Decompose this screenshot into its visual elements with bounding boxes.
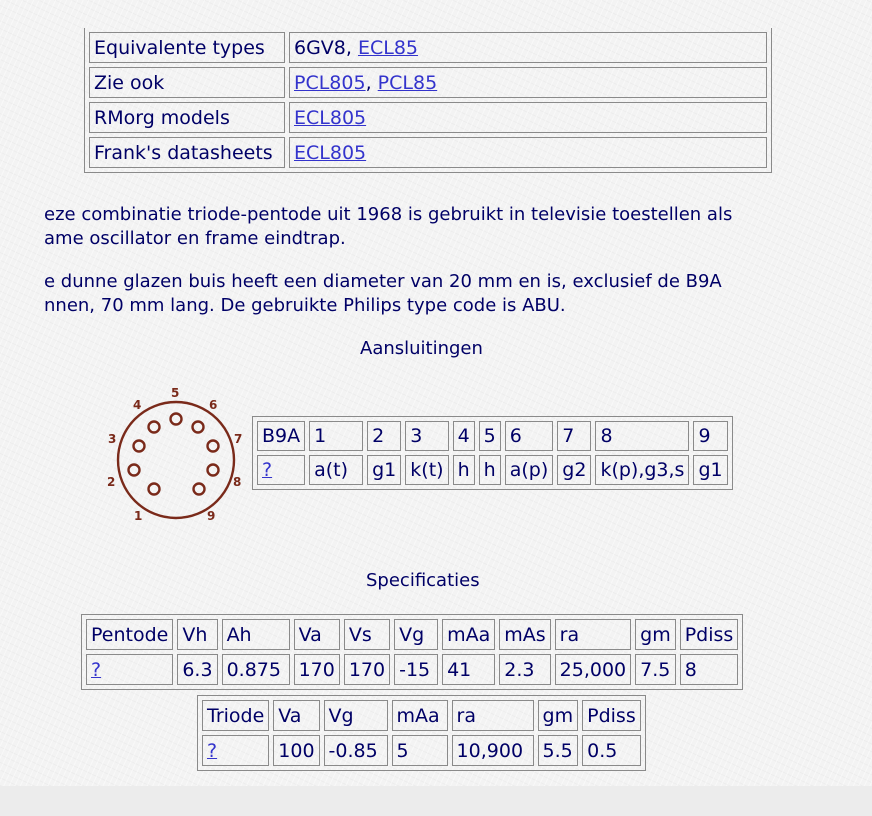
pentode-header-cell: Va <box>294 619 340 650</box>
pins-header-cell: 9 <box>693 421 727 451</box>
triode-cell: 0.5 <box>582 735 641 766</box>
triode-header-cell: Vg <box>324 700 388 731</box>
link-datasheet-ecl805[interactable]: ECL805 <box>294 141 367 164</box>
paragraph-line: e dunne glazen buis heeft een diameter van 20 mm en is, exclusief de B9A <box>44 271 722 292</box>
description-paragraph-2 <box>44 270 722 318</box>
triode-cell: 5.5 <box>538 735 579 766</box>
pin-hole-2 <box>129 465 140 476</box>
pentode-specs-table <box>81 614 743 690</box>
triode-cell <box>202 735 269 766</box>
pin-hole-6 <box>193 422 204 433</box>
b9a-pin-diagram <box>104 384 250 524</box>
info-value <box>289 137 767 168</box>
pins-table <box>252 416 733 490</box>
help-link[interactable]: ? <box>207 739 218 762</box>
pentode-cell: 7.5 <box>635 654 676 685</box>
pentode-cell: 25,000 <box>555 654 631 685</box>
pins-cell: g1 <box>693 455 727 485</box>
triode-cell: 100 <box>273 735 319 766</box>
info-row-see-also <box>89 67 767 98</box>
pin-hole-8 <box>208 465 219 476</box>
pentode-cell: 0.875 <box>222 654 290 685</box>
pentode-values-row <box>86 654 738 685</box>
pins-cell: g1 <box>367 455 401 485</box>
info-label: Equivalente types <box>89 32 285 63</box>
pins-header-cell: 1 <box>309 421 363 451</box>
pentode-header-cell: Ah <box>222 619 290 650</box>
paragraph-line: eze combinatie triode-pentode uit 1968 is gebruikt in televisie toestellen als <box>44 204 733 225</box>
link-pcl85[interactable]: PCL85 <box>377 71 438 94</box>
paragraph-line: nnen, 70 mm lang. De gebruikte Philips type code is ABU. <box>44 295 566 316</box>
pins-header-cell: 7 <box>557 421 591 451</box>
pin-label-6: 6 <box>209 398 218 412</box>
triode-header-cell: gm <box>538 700 579 731</box>
pin-hole-4 <box>149 422 160 433</box>
info-label: Zie ook <box>89 67 285 98</box>
link-rmorg-ecl805[interactable]: ECL805 <box>294 106 367 129</box>
pin-label-1: 1 <box>134 509 143 523</box>
info-label: RMorg models <box>89 102 285 133</box>
triode-header-cell: mAa <box>392 700 448 731</box>
pin-label-7: 7 <box>234 432 243 446</box>
pin-label-4: 4 <box>133 398 142 412</box>
info-value <box>289 102 767 133</box>
pentode-cell: 2.3 <box>499 654 550 685</box>
pentode-header-cell: Vs <box>344 619 390 650</box>
pentode-header-cell: gm <box>635 619 676 650</box>
tube-outline <box>118 402 234 518</box>
help-link[interactable]: ? <box>262 459 273 481</box>
pins-header-cell: 4 <box>453 421 475 451</box>
description-paragraph-1 <box>44 203 732 251</box>
help-link[interactable]: ? <box>91 658 102 681</box>
pin-hole-1 <box>149 484 160 495</box>
pins-cell: g2 <box>557 455 591 485</box>
pins-cell <box>257 455 305 485</box>
pins-cell: h <box>479 455 501 485</box>
pin-hole-3 <box>134 441 145 452</box>
info-label: Frank's datasheets <box>89 137 285 168</box>
info-table <box>84 28 772 173</box>
pentode-header-cell: ra <box>555 619 631 650</box>
pentode-header-row <box>86 619 738 650</box>
pins-header-cell: 5 <box>479 421 501 451</box>
pins-cell: k(t) <box>405 455 448 485</box>
triode-header-cell: Pdiss <box>582 700 641 731</box>
pin-hole-5 <box>171 414 182 425</box>
triode-header-cell: ra <box>452 700 534 731</box>
triode-specs-table <box>197 695 646 771</box>
pin-hole-7 <box>208 441 219 452</box>
pentode-cell <box>86 654 173 685</box>
pin-label-3: 3 <box>108 432 117 446</box>
triode-cell: 10,900 <box>452 735 534 766</box>
pins-header-cell: 2 <box>367 421 401 451</box>
info-row-rmorg-models <box>89 102 767 133</box>
pins-cell: a(t) <box>309 455 363 485</box>
triode-cell: 5 <box>392 735 448 766</box>
pins-cell: h <box>453 455 475 485</box>
pentode-cell: 6.3 <box>177 654 217 685</box>
link-ecl85[interactable]: ECL85 <box>357 36 419 59</box>
link-pcl805[interactable]: PCL805 <box>294 71 366 94</box>
pentode-cell: -15 <box>394 654 438 685</box>
pins-header-cell: B9A <box>257 421 305 451</box>
triode-values-row <box>202 735 641 766</box>
pentode-header-cell: mAa <box>442 619 495 650</box>
triode-header-row <box>202 700 641 731</box>
triode-cell: -0.85 <box>324 735 388 766</box>
info-value <box>289 32 767 63</box>
pentode-header-cell: Vh <box>177 619 217 650</box>
pins-header-cell: 6 <box>505 421 554 451</box>
triode-header-cell: Va <box>273 700 319 731</box>
pentode-cell: 170 <box>344 654 390 685</box>
pin-label-2: 2 <box>107 475 116 489</box>
pentode-header-cell: mAs <box>499 619 550 650</box>
pin-hole-9 <box>194 484 205 495</box>
pins-function-row <box>257 455 728 485</box>
connections-heading: Aansluitingen <box>360 338 483 359</box>
info-row-equivalents <box>89 32 767 63</box>
pentode-header-cell: Pdiss <box>680 619 739 650</box>
triode-header-cell: Triode <box>202 700 269 731</box>
pin-label-9: 9 <box>207 509 216 523</box>
info-value: PCL805, PCL85 <box>289 67 767 98</box>
info-row-datasheets <box>89 137 767 168</box>
pentode-cell: 41 <box>442 654 495 685</box>
pins-cell: k(p),g3,s <box>595 455 689 485</box>
pins-header-cell: 3 <box>405 421 448 451</box>
specs-heading: Specificaties <box>366 570 480 591</box>
pin-label-8: 8 <box>233 475 242 489</box>
pins-header-cell: 8 <box>595 421 689 451</box>
pentode-header-cell: Vg <box>394 619 438 650</box>
pentode-header-cell: Pentode <box>86 619 173 650</box>
info-prefix: 6GV8, <box>294 36 358 59</box>
pentode-cell: 170 <box>294 654 340 685</box>
pin-label-5: 5 <box>171 386 180 400</box>
pins-cell: a(p) <box>505 455 554 485</box>
pentode-cell: 8 <box>680 654 739 685</box>
paragraph-line: ame oscillator en frame eindtrap. <box>44 228 346 249</box>
pins-header-row <box>257 421 728 451</box>
